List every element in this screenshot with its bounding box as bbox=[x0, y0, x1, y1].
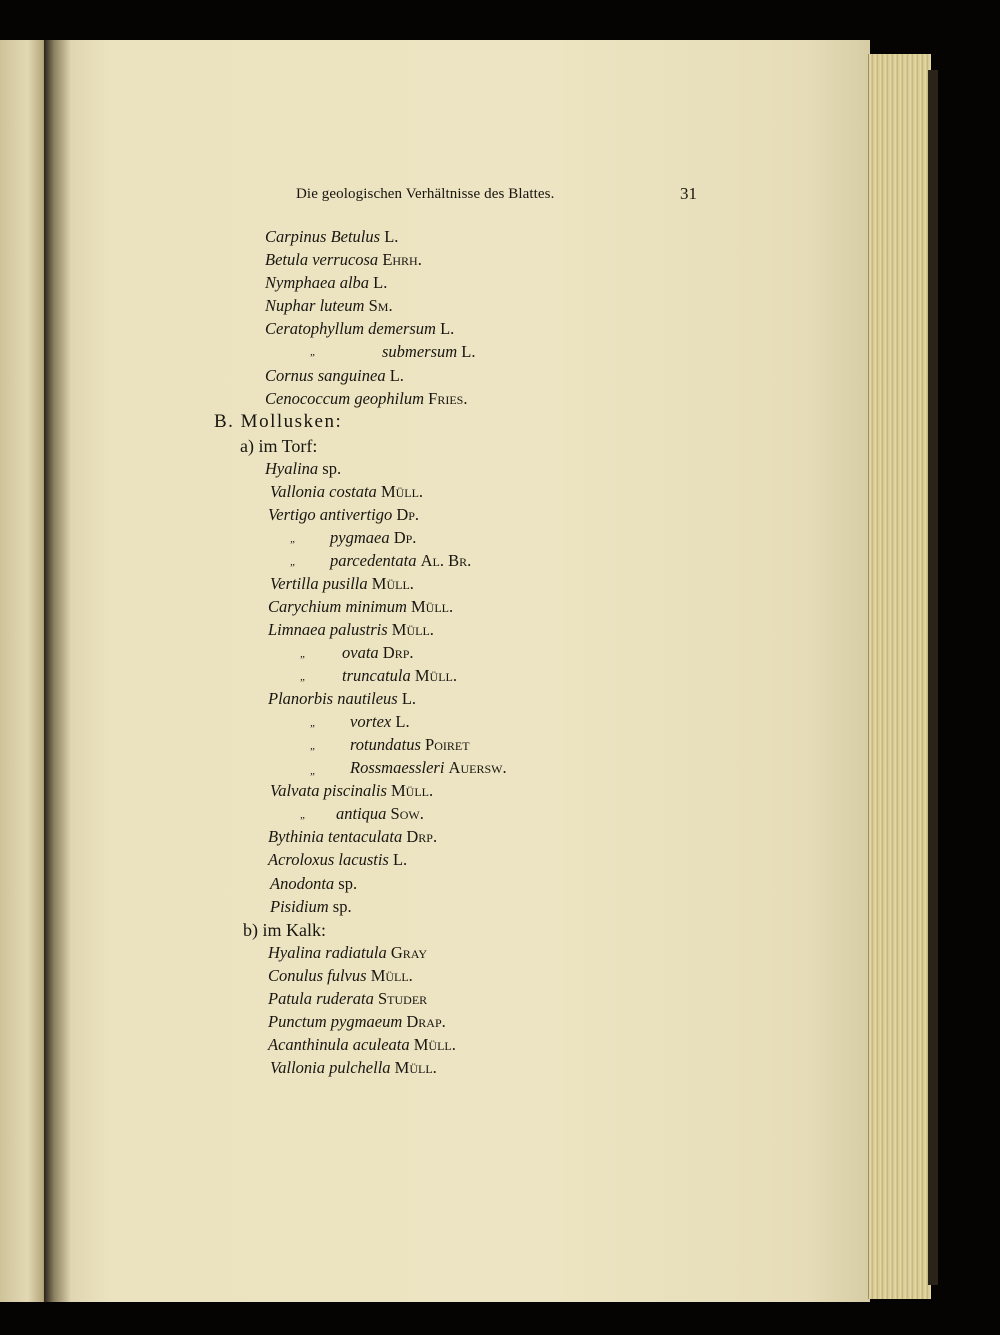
species-entry: Conulus fulvus Müll. bbox=[268, 966, 413, 985]
ditto-mark: „ bbox=[290, 533, 297, 545]
ditto-mark: „ bbox=[290, 556, 297, 568]
species-entry: Limnaea palustris Müll. bbox=[268, 620, 434, 639]
species-entry: Pisidium sp. bbox=[270, 897, 352, 916]
species-entry: Carychium minimum Müll. bbox=[268, 597, 454, 616]
species-entry: Patula ruderata Studer bbox=[268, 989, 428, 1008]
section-heading: B. Mollusken: bbox=[214, 411, 343, 432]
species-entry: antiqua Sow. bbox=[336, 804, 424, 823]
plant-entry: Cornus sanguinea L. bbox=[265, 366, 404, 385]
species-entry: Acroloxus lacustis L. bbox=[268, 850, 408, 869]
species-entry: rotundatus Poiret bbox=[350, 735, 470, 754]
species-entry: Hyalina sp. bbox=[265, 459, 342, 478]
plant-entry: Betula verrucosa Ehrh. bbox=[265, 250, 422, 269]
species-entry: Hyalina radiatula Gray bbox=[268, 943, 428, 962]
species-entry: Bythinia tentaculata Drp. bbox=[268, 827, 438, 846]
ditto-mark: „ bbox=[310, 765, 317, 777]
plant-entry: submersum L. bbox=[382, 342, 476, 361]
species-entry: Planorbis nautileus L. bbox=[268, 689, 417, 708]
species-entry: vortex L. bbox=[350, 712, 410, 731]
ditto-mark: „ bbox=[310, 717, 317, 729]
plant-entry: Ceratophyllum demersum L. bbox=[265, 319, 455, 338]
species-entry: Acanthinula aculeata Müll. bbox=[268, 1035, 456, 1054]
species-entry: Punctum pygmaeum Drap. bbox=[268, 1012, 446, 1031]
plant-entry: Nuphar luteum Sm. bbox=[265, 296, 393, 315]
ditto-mark: „ bbox=[310, 346, 317, 358]
species-entry: parcedentata Al. Br. bbox=[330, 551, 472, 570]
plant-entry: Cenococcum geophilum Fries. bbox=[265, 389, 468, 408]
book-page bbox=[62, 40, 870, 1302]
page-edges bbox=[868, 54, 931, 1299]
ditto-mark: „ bbox=[300, 648, 307, 660]
species-entry: Vallonia costata Müll. bbox=[270, 482, 424, 501]
ditto-mark: „ bbox=[300, 671, 307, 683]
species-entry: pygmaea Dp. bbox=[330, 528, 417, 547]
subsection-heading: b) im Kalk: bbox=[243, 920, 326, 940]
book-gutter bbox=[44, 40, 70, 1302]
ditto-mark: „ bbox=[310, 740, 317, 752]
ditto-mark: „ bbox=[300, 809, 307, 821]
species-entry: Rossmaessleri Auersw. bbox=[350, 758, 507, 777]
running-head: Die geologischen Verhältnisse des Blattes. bbox=[296, 186, 555, 202]
page-edges-shadow bbox=[928, 70, 938, 1285]
plant-entry: Carpinus Betulus L. bbox=[265, 227, 399, 246]
species-entry: Vertigo antivertigo Dp. bbox=[268, 505, 420, 524]
page-number: 31 bbox=[680, 184, 697, 203]
species-entry: ovata Drp. bbox=[342, 643, 414, 662]
species-entry: Vallonia pulchella Müll. bbox=[270, 1058, 437, 1077]
plant-entry: Nymphaea alba L. bbox=[265, 273, 388, 292]
species-entry: Anodonta sp. bbox=[270, 874, 358, 893]
species-entry: Vertilla pusilla Müll. bbox=[270, 574, 414, 593]
species-entry: Valvata piscinalis Müll. bbox=[270, 781, 434, 800]
left-page-edge bbox=[0, 40, 50, 1302]
subsection-heading: a) im Torf: bbox=[240, 436, 318, 456]
species-entry: truncatula Müll. bbox=[342, 666, 457, 685]
